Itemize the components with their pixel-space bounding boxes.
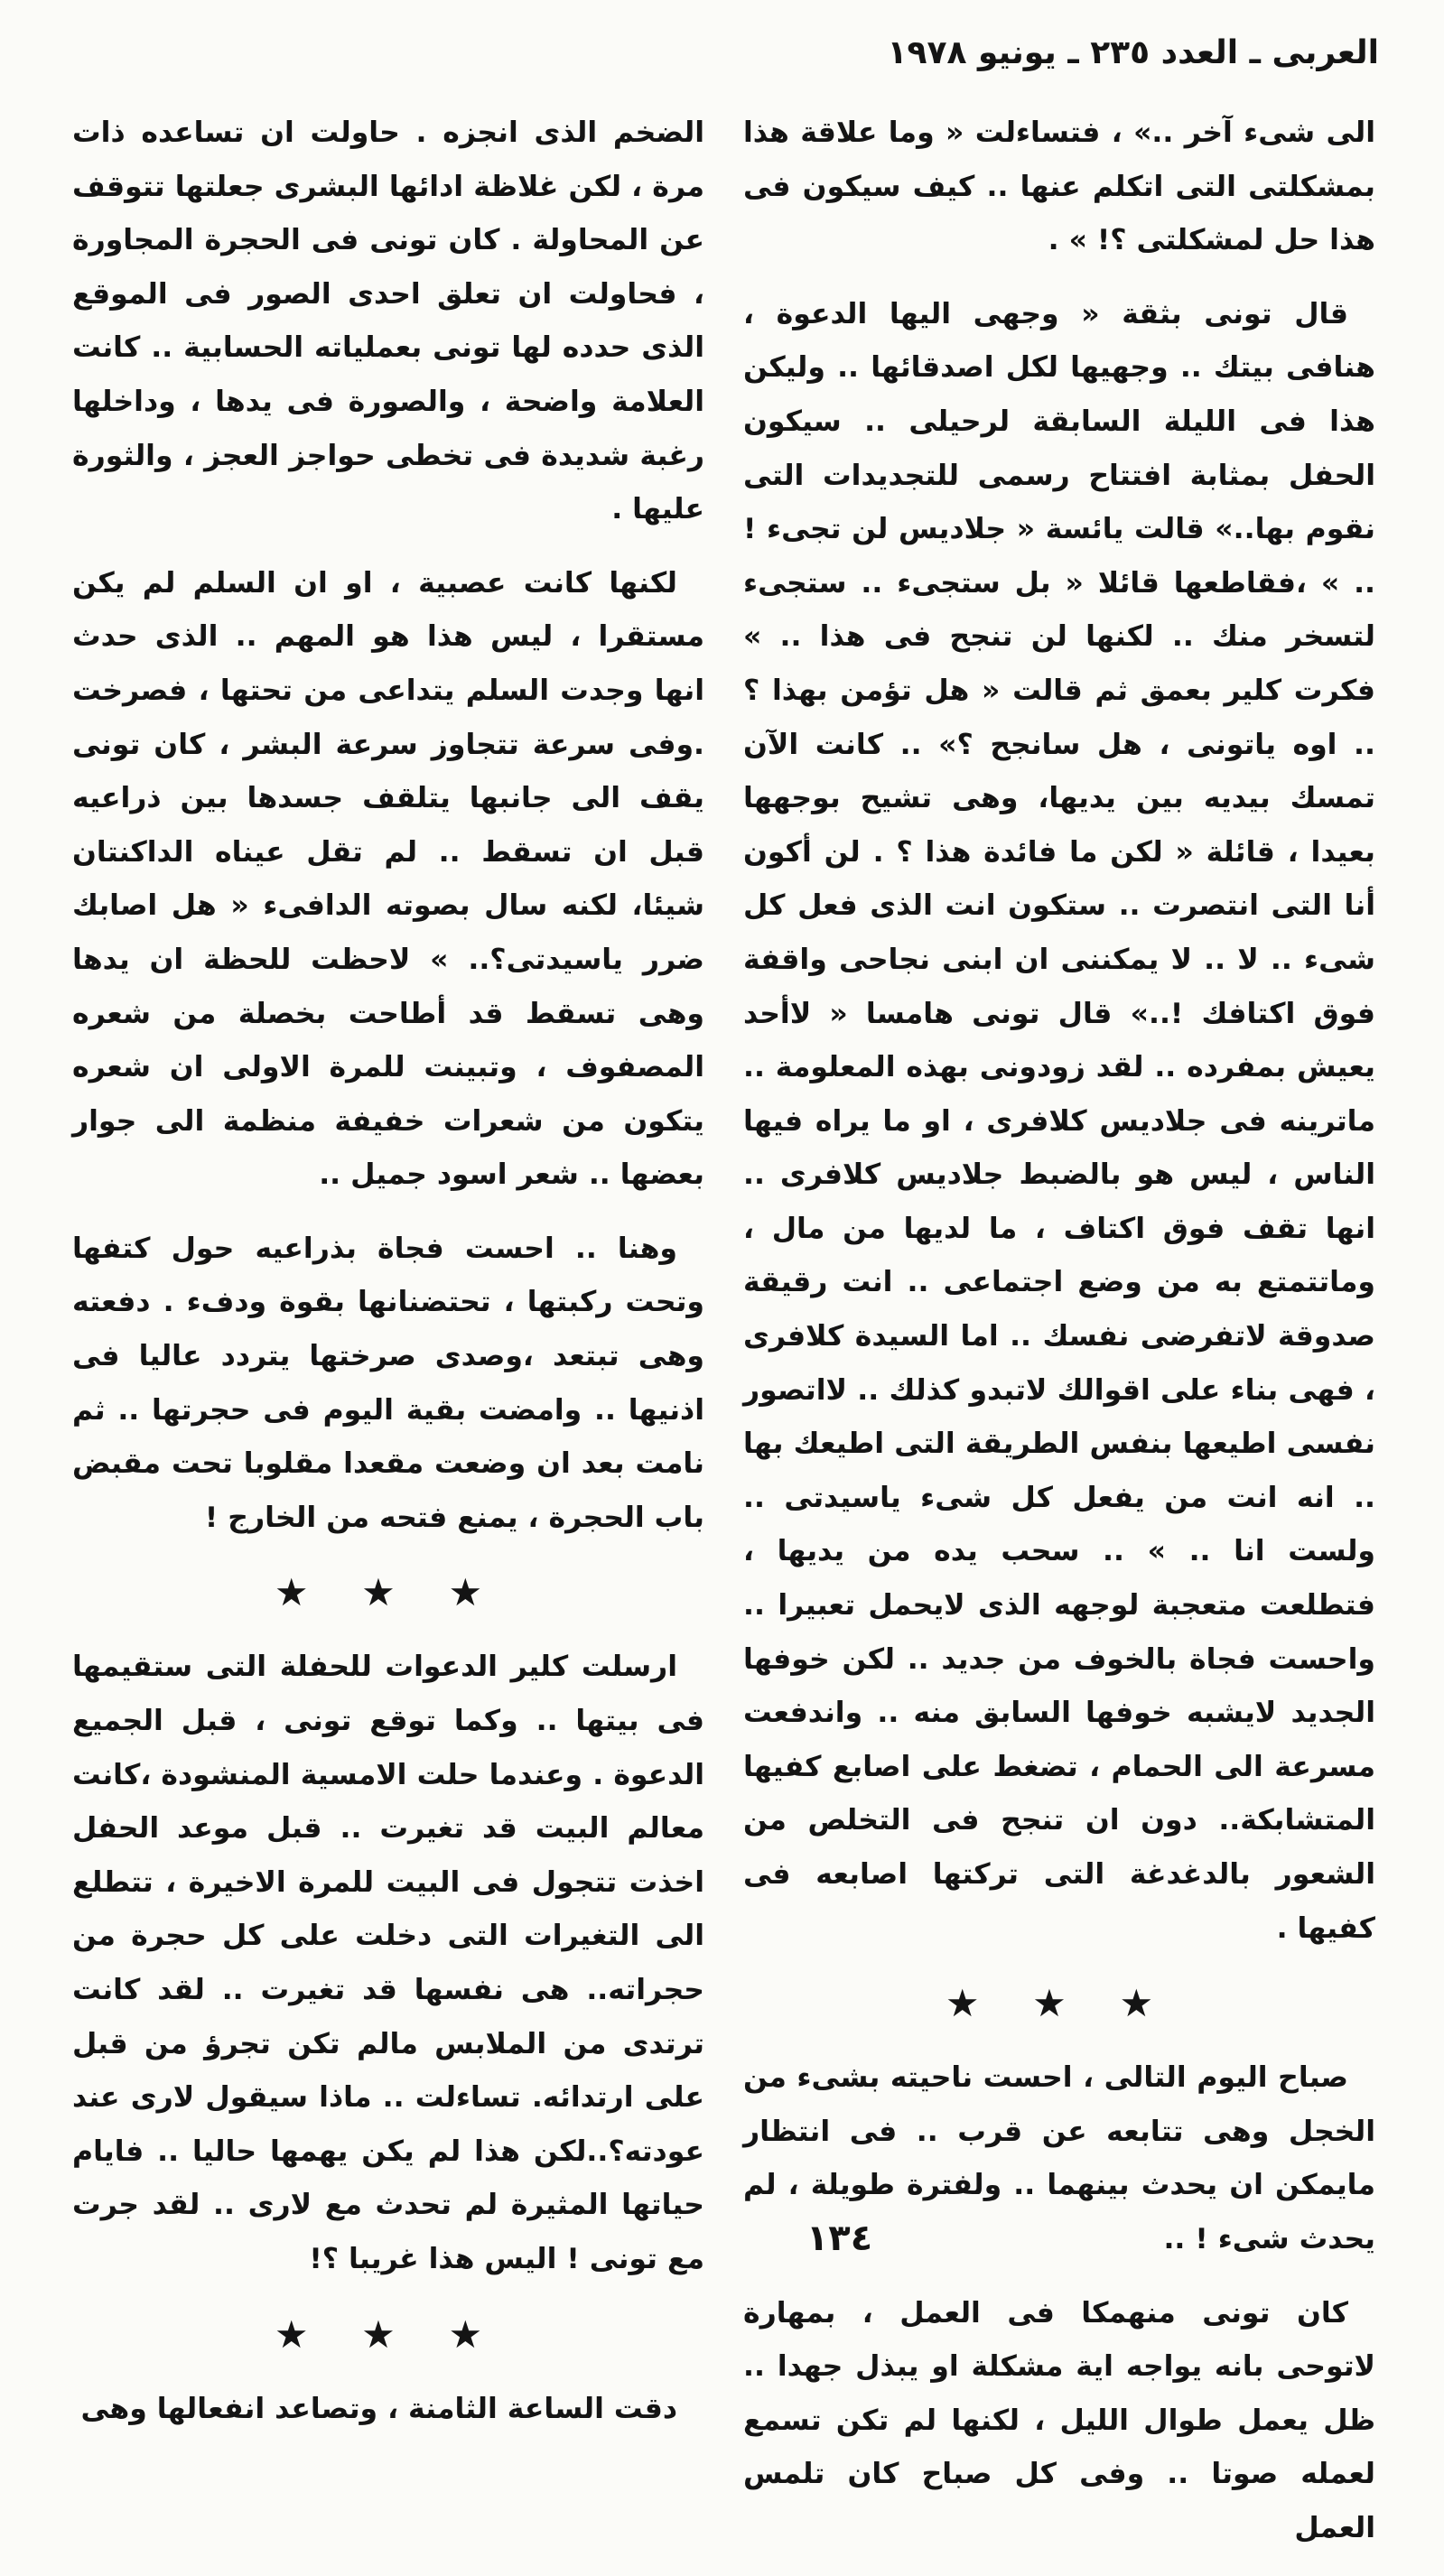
paragraph: دقت الساعة الثامنة ، وتصاعد انفعالها وهى [80,2392,677,2425]
article-column-left [72,107,704,2456]
paragraph: قال تونى بثقة « وجهى اليها الدعوة ، هنافى بيتك .. وجهيها لكل اصدقائها .. وليكن هذا فى الليلة السابقة لرحيلى .. سيكون الحفل بمثابة افتتاح رسمى للتجديدات التى نقوم بها..» قالت يائسة « جلاديس لن تجىء ! .. » ،فقاطعها قائلا « بل ستجىء .. ستجىء لتسخر منك .. لكنها لن تنجح فى هذا .. » فكرت كلير بعمق ثم قالت « هل تؤمن بهذا ؟ .. اوه ياتونى ، هل سانجح ؟» .. كانت الآن تمسك بيديه بين يديها، وهى تشيح بوجهها بعيدا ، قائلة « لكن ما فائدة هذا ؟ . لن أكون أنا التى انتصرت .. ستكون انت الذى فعل كل شىء .. لا .. لا يمكننى ان ابنى نجاحى واقفة فوق اكتافك !..» قال تونى هامسا « لاأحد يعيش بمفرده .. لقد زودونى بهذه المعلومة .. ماترينه فى جلاديس كلافرى ، او ما يراه فيها الناس ، ليس هو بالضبط جلاديس كلافرى .. انها تقف فوق اكتاف ، ما لديها من مال ، وماتتمتع به من وضع اجتماعى .. انت رقيقة صدوقة لاتفرضى نفسك .. اما السيدة كلافرى ، فهى بناء على اقوالك لاتبدو كذلك .. لااتصور نفسى اطيعها بنفس الطريقة التى اطيعك بها .. انه انت من يفعل كل شىء ياسيدتى .. ولست انا .. » .. سحب يده من يديها ، فتطلعت متعجبة لوجهه الذى لايحمل تعبيرا .. واحست فجاة بالخوف من جديد .. لكن خوفها الجديد لايشبه خوفها السابق منه .. واندفعت مسرعة الى الحمام ، تضغط على اصابع كفيها المتشابكة.. دون ان تنجح فى التخلص من الشعور بالدغدغة التى تركتها اصابعه فى كفيها . [743,297,1375,1945]
paragraph: الى شىء آخر ..» ، فتساءلت « وما علاقة هذا بمشكلتى التى اتكلم عنها .. كيف سيكون فى هذا حل لمشكلتى ؟! » . [743,116,1375,257]
paragraph: وهنا .. احست فجاة بذراعيه حول كتفها وتحت ركبتها ، تحتضنانها بقوة ودفء . دفعته وهى تبتعد ،وصدى صرختها يتردد عاليا فى اذنيها .. وامضت بقية اليوم فى حجرتها .. ثم نامت بعد ان وضعت مقعدا مقلوبا تحت مقبض باب الحجرة ، يمنع فتحه من الخارج ! [72,1232,704,1534]
section-divider-stars: ★ ★ ★ [274,2311,503,2357]
paragraph: صباح اليوم التالى ، احست ناحيته بشىء من الخجل وهى تتابعه عن قرب .. فى انتظار مايمكن ان يحدث بينهما .. ولفترة طويلة ، لم يحدث شىء ! .. [743,2061,1375,2255]
paragraph: ارسلت كلير الدعوات للحفلة التى ستقيمها فى بيتها .. وكما توقع تونى ، قبل الجميع الدعوة . وعندما حلت الامسية المنشودة ،كانت معالم البيت قد تغيرت .. قبل موعد الحفل اخذت تتجول فى البيت للمرة الاخيرة ، تتطلع الى التغيرات التى دخلت على كل حجرة من حجراته.. هى نفسها قد تغيرت .. لقد كانت ترتدى من الملابس مالم تكن تجرؤ من قبل على ارتدائه. تساءلت .. ماذا سيقول لارى عند عودته؟..لكن هذا لم يكن يهمها حاليا .. فايام حياتها المثيرة لم تحدث مع لارى .. لقد جرت مع تونى ! اليس هذا غريبا ؟! [72,1651,704,2275]
running-head: العربى ـ العدد ٢٣٥ ـ يونيو ١٩٧٨ [887,34,1379,71]
article-column-right [743,107,1375,2576]
paragraph: كان تونى منهمكا فى العمل ، بمهارة لاتوحى بانه يواجه اية مشكلة او يبذل جهدا .. ظل يعمل طوال الليل ، لكنها لم تكن تسمع لعمله صوتا .. وفى كل صباح كان تلمس العمل [743,2296,1375,2544]
page-number: ١٣٤ [806,2218,873,2259]
section-divider-stars: ★ ★ ★ [274,1570,503,1615]
paragraph: لكنها كانت عصبية ، او ان السلم لم يكن مستقرا ، ليس هذا هو المهم .. الذى حدث انها وجدت السلم يتداعى من تحتها ، فصرخت .وفى سرعة تتجاوز سرعة البشر ، كان تونى يقف الى جانبها يتلقف جسدها بين ذراعيه قبل ان تسقط .. لم تقل عيناه الداكنتان شيئا، لكنه سال بصوته الدافىء « هل اصابك ضرر ياسيدتى؟.. » لاحظت للحظة ان يدها وهى تسقط قد أطاحت بخصلة من شعره المصفوف ، وتبينت للمرة الاولى ان شعره يتكون من شعرات خفيفة منظمة الى جوار بعضها .. شعر اسود جميل .. [72,566,704,1192]
paragraph: الضخم الذى انجزه . حاولت ان تساعده ذات مرة ، لكن غلاظة ادائها البشرى جعلتها تتوقف عن المحاولة . كان تونى فى الحجرة المجاورة ، فحاولت ان تعلق احدى الصور فى الموقع الذى حدده لها تونى بعملياته الحسابية .. كانت العلامة واضحة ، والصورة فى يدها ، وداخلها رغبة شديدة فى تخطى حواجز العجز ، والثورة عليها . [72,116,704,526]
section-divider-stars: ★ ★ ★ [945,1981,1174,2026]
